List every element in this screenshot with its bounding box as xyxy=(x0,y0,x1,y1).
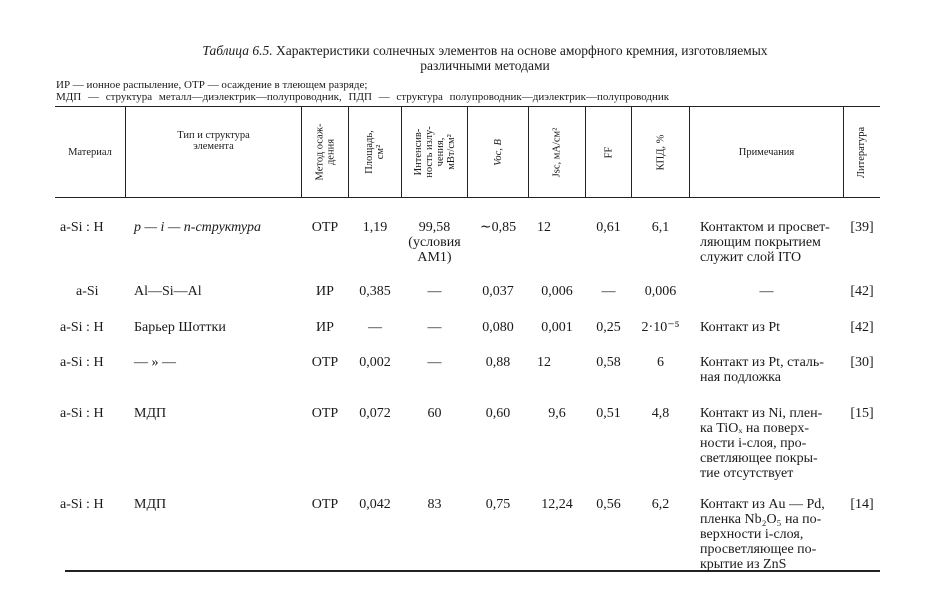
cell-ff: 0,61 xyxy=(596,220,621,235)
cell-ff: 0,58 xyxy=(596,355,621,370)
cell-kpd: 6,1 xyxy=(651,220,670,235)
legend-line1: ИР — ионное распыление, ОТР — осаждение в тлеющем разряде; xyxy=(56,79,368,91)
cell-kpd: 0,006 xyxy=(644,284,677,299)
cell-method: ИР xyxy=(316,320,334,335)
caption-text-line1: Характеристики солнечных элементов на основе аморфного кремния, изготовляемых xyxy=(275,43,768,58)
cell-method: ОТР xyxy=(311,220,339,235)
table-header-rule xyxy=(55,197,880,198)
cell-notes: — xyxy=(759,284,774,299)
cell-material: a-Si : H xyxy=(60,406,104,421)
cell-ff: 0,51 xyxy=(596,406,621,421)
cell-literature: [42] xyxy=(850,284,874,299)
abbreviation-legend xyxy=(56,79,916,103)
header-ff: FF xyxy=(603,146,614,158)
table-caption xyxy=(120,43,850,73)
cell-literature: [30] xyxy=(850,355,874,370)
cell-kpd: 6,2 xyxy=(651,497,670,512)
cell-notes: Контакт из Pt xyxy=(700,320,781,335)
cell-jsc: 0,001 xyxy=(541,320,573,335)
cell-type: МДП xyxy=(134,406,167,421)
cell-voc: 0,75 xyxy=(485,497,511,512)
cell-literature: [42] xyxy=(850,320,874,335)
cell-method: ОТР xyxy=(311,497,339,512)
cell-jsc: 12 xyxy=(537,220,551,235)
cell-area: 0,385 xyxy=(359,284,391,299)
header-kpd: КПД, % xyxy=(655,134,666,170)
cell-intensity: 60 xyxy=(427,406,442,421)
cell-material: a-Si : H xyxy=(60,497,104,512)
cell-kpd: 6 xyxy=(657,355,664,370)
cell-material: a-Si xyxy=(76,284,99,299)
cell-ff: — xyxy=(601,284,616,299)
cell-intensity: — xyxy=(427,284,442,299)
cell-material: a-Si : H xyxy=(60,320,104,335)
cell-literature: [39] xyxy=(850,220,874,235)
cell-type: Al—Si—Al xyxy=(134,284,202,299)
cell-notes: Контакт из Pt, сталь- ная подложка xyxy=(700,355,824,385)
header-literature: Литература xyxy=(856,126,868,178)
cell-literature: [15] xyxy=(850,406,874,421)
cell-ff: 0,56 xyxy=(596,497,621,512)
cell-voc: 0,080 xyxy=(482,320,514,335)
cell-notes: Контактом и просвет- ляющим покрытием служит слой ITO xyxy=(700,220,830,265)
header-jsc: Jsc, мА/см² xyxy=(551,127,563,177)
cell-voc: 0,037 xyxy=(482,284,514,299)
cell-jsc: 0,006 xyxy=(541,284,573,299)
header-material: Материал xyxy=(68,146,112,158)
caption-label: Таблица 6.5. xyxy=(202,43,273,58)
cell-area: — xyxy=(368,320,382,335)
cell-ff: 0,25 xyxy=(596,320,621,335)
cell-jsc: 9,6 xyxy=(548,406,566,421)
cell-kpd: 4,8 xyxy=(651,406,670,421)
cell-intensity: 99,58 (условия AM1) xyxy=(408,220,461,265)
cell-intensity: 83 xyxy=(427,497,442,512)
cell-literature: [14] xyxy=(850,497,874,512)
cell-voc: 0,88 xyxy=(485,355,511,370)
cell-area: 1,19 xyxy=(362,220,388,235)
cell-intensity: — xyxy=(427,355,442,370)
cell-jsc: 12,24 xyxy=(541,497,573,512)
cell-notes: Контакт из Au — Pd, пленка Nb₂O₅ на по- верхности i-слоя, просветляющее по- крытие из ZnS xyxy=(700,497,825,572)
cell-type: p — i — n-структура xyxy=(134,220,261,235)
cell-material: a-Si : H xyxy=(60,220,104,235)
cell-voc: 0,60 xyxy=(485,406,511,421)
cell-jsc: 12 xyxy=(537,355,551,370)
cell-intensity: — xyxy=(427,320,442,335)
cell-method: ИР xyxy=(316,284,334,299)
cell-notes: Контакт из Ni, плен- ка TiOₓ на поверх- ности i-слоя, про- светляющее покры- тие отсутствует xyxy=(700,406,823,481)
cell-method: ОТР xyxy=(311,355,339,370)
cell-area: 0,042 xyxy=(359,497,391,512)
cell-type: Барьер Шоттки xyxy=(134,320,226,335)
header-notes: Примечания xyxy=(738,146,795,158)
header-voc: Voc, В xyxy=(492,138,504,166)
cell-type: — » — xyxy=(134,355,176,370)
caption-text-line2: различными методами xyxy=(420,58,550,73)
header-intensity: Интенсив- ность излу- чения, мВт/см² xyxy=(412,126,457,178)
header-method: Метод осаж- дения xyxy=(314,123,336,181)
cell-kpd: 2·10⁻⁵ xyxy=(641,320,680,335)
cell-area: 0,002 xyxy=(359,355,391,370)
cell-area: 0,072 xyxy=(359,406,391,421)
header-type: Тип и структура элемента xyxy=(177,130,250,152)
legend-line2: МДП — структура металл—диэлектрик—полупроводник, ПДП — структура полупроводник—диэлектрик—полупроводник xyxy=(56,91,670,103)
cell-material: a-Si : H xyxy=(60,355,104,370)
cell-type: МДП xyxy=(134,497,167,512)
cell-voc: ∼0,85 xyxy=(479,220,517,235)
header-area: Площадь, см² xyxy=(363,130,386,174)
cell-method: ОТР xyxy=(311,406,339,421)
